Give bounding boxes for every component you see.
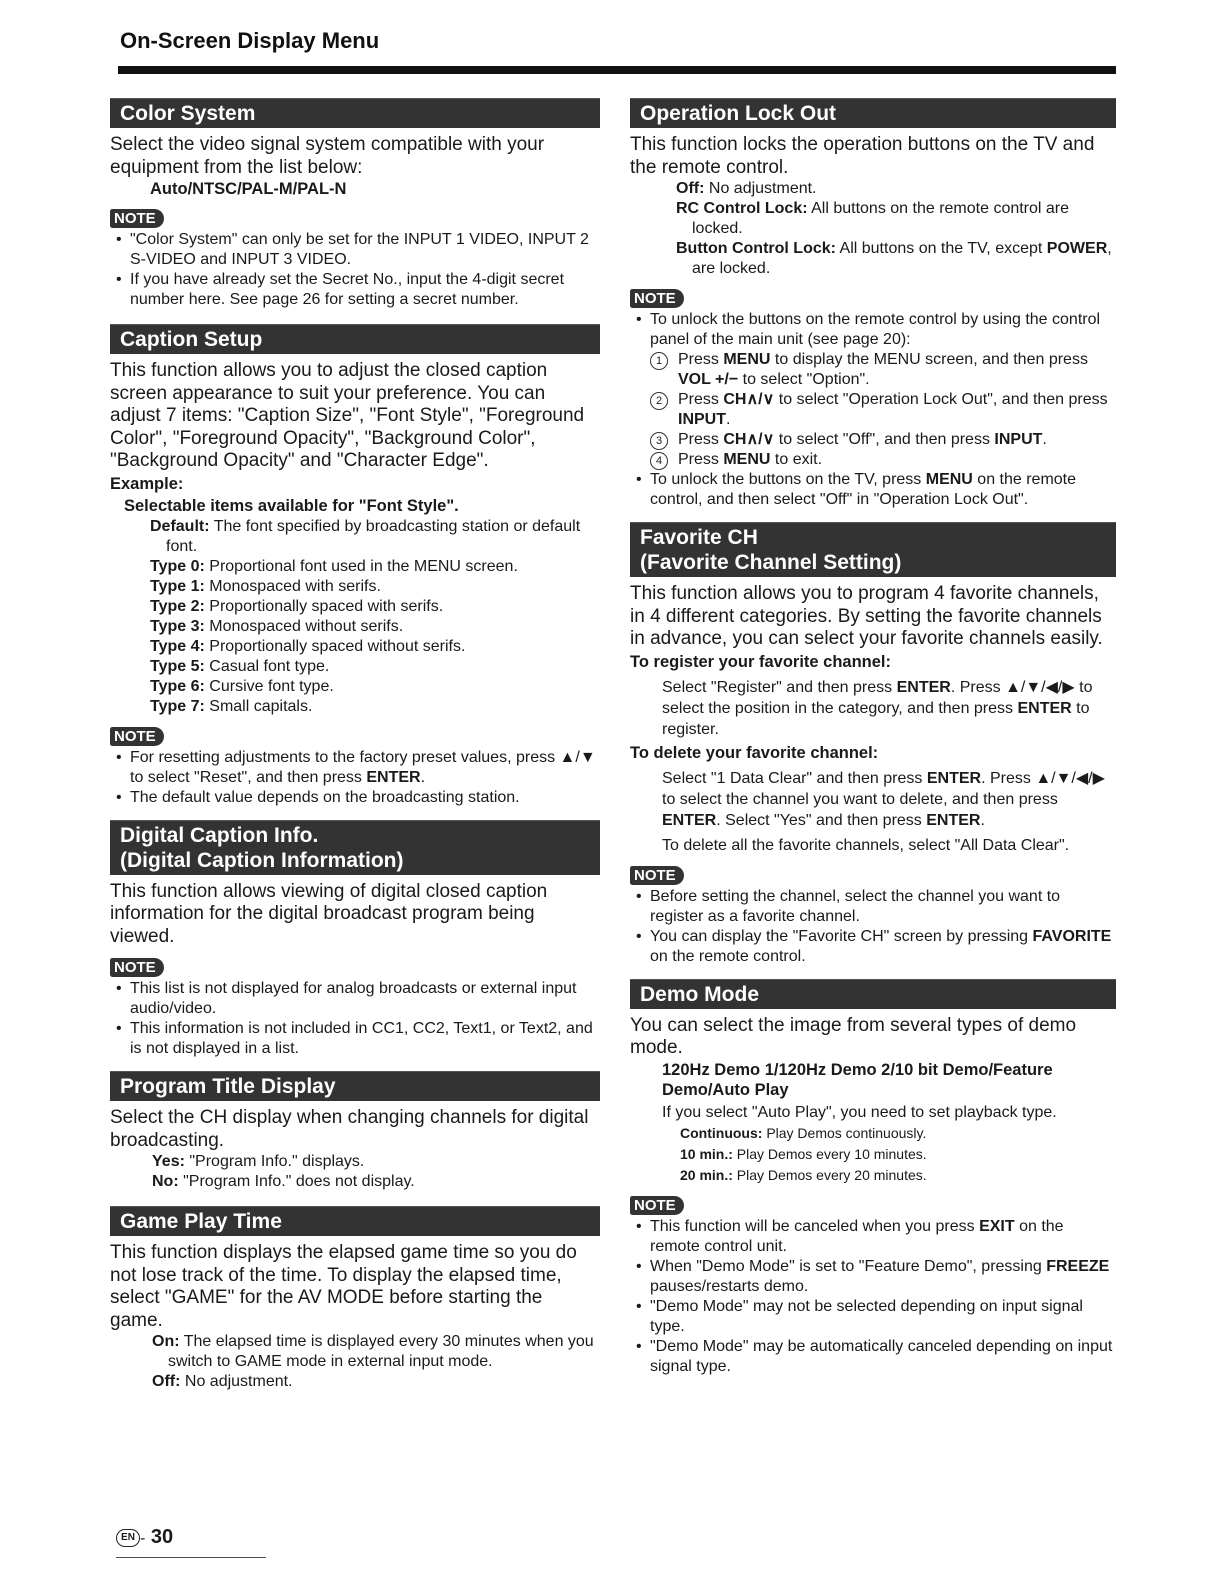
note-item: • "Demo Mode" may be automatically canceled depending on input signal type.: [630, 1337, 1116, 1377]
note-icon: NOTE: [630, 866, 684, 885]
note-item: • To unlock the buttons on the TV, press MENU on the remote control, and then select "Off" in "Operation Lock Out".: [630, 470, 1116, 510]
font-style-list: [140, 517, 600, 717]
option-item: RC Control Lock: All buttons on the remote control are locked.: [676, 200, 1070, 237]
note-icon: NOTE: [630, 289, 684, 308]
font-style-item: Type 4: Proportionally spaced without serifs.: [150, 637, 466, 655]
example-label: Example:: [110, 474, 184, 493]
right-column: [630, 90, 1116, 1377]
option-item: Off: No adjustment.: [676, 180, 817, 197]
note-item: • Before setting the channel, select the channel you want to register as a favorite channel.: [630, 887, 1116, 927]
caption-setup-notes: [110, 748, 600, 808]
section-header-operation-lock: Operation Lock Out: [630, 98, 1116, 128]
game-play-options: [142, 1332, 600, 1392]
left-column: [110, 90, 600, 1392]
delete-all-text: To delete all the favorite channels, select "All Data Clear".: [662, 836, 1070, 854]
game-play-lead: This function displays the elapsed game time so you do not lose track of the time. To display the elapsed time, select "GAME" for the AV MODE before starting the game.: [110, 1242, 577, 1331]
note-item: • "Demo Mode" may not be selected depending on input signal type.: [630, 1297, 1116, 1337]
font-style-item: Type 7: Small capitals.: [150, 697, 313, 715]
note-item: • When "Demo Mode" is set to "Feature Demo", pressing FREEZE pauses/restarts demo.: [630, 1257, 1116, 1297]
note-icon: NOTE: [110, 727, 164, 746]
section-header-demo-mode: Demo Mode: [630, 979, 1116, 1009]
note-icon: NOTE: [630, 1196, 684, 1215]
option-item: On: The elapsed time is displayed every 30 minutes when you switch to GAME mode in external input mode.: [152, 1333, 594, 1370]
note-item: • "Color System" can only be set for the INPUT 1 VIDEO, INPUT 2 S-VIDEO and INPUT 3 VIDEO.: [110, 230, 600, 270]
note-item: • You can display the "Favorite CH" screen by pressing FAVORITE on the remote control.: [630, 927, 1116, 967]
operation-lock-options: [666, 179, 1116, 279]
font-style-item: Default: The font specified by broadcasting station or default font.: [150, 517, 581, 555]
auto-play-types: [680, 1123, 1116, 1186]
section-header-program-title: Program Title Display: [110, 1071, 600, 1101]
caption-setup-lead: This function allows you to adjust the closed caption screen appearance to suit your preference. You can adjust 7 items: "Caption Size", "Font Style", "Foreground Color", "Foreground Opacity", "Background Color", "Background Opacity" and "Character Edge".: [110, 360, 585, 471]
section-header-favorite-ch: Favorite CH (Favorite Channel Setting): [630, 522, 1116, 577]
section-header-caption-setup: Caption Setup: [110, 324, 600, 354]
digital-caption-lead: This function allows viewing of digital closed caption information for the digital broadcast program being viewed.: [110, 880, 548, 947]
note-item: • The default value depends on the broadcasting station.: [110, 788, 600, 808]
digital-caption-notes: [110, 979, 600, 1059]
color-system-notes: [110, 230, 600, 310]
section-header-digital-caption: Digital Caption Info. (Digital Caption Information): [110, 820, 600, 875]
type-item: 10 min.: Play Demos every 10 minutes.: [680, 1145, 927, 1162]
program-title-lead: Select the CH display when changing channels for digital broadcasting.: [110, 1107, 589, 1151]
page-title: On-Screen Display Menu: [120, 28, 380, 53]
font-style-item: Type 3: Monospaced without serifs.: [150, 617, 404, 635]
font-style-item: Type 0: Proportional font used in the MENU screen.: [150, 557, 518, 575]
operation-lock-lead: This function locks the operation buttons on the TV and the remote control.: [630, 134, 1095, 178]
favorite-ch-lead: This function allows you to program 4 favorite channels, in 4 different categories. By setting the favorite channels in advance, you can select your favorite channels easily.: [630, 583, 1103, 649]
step-item: 4 Press MENU to exit.: [650, 450, 1116, 470]
register-text: Select "Register" and then press ENTER. Press ▲/▼/◀/▶ to select the position in the category, and then press ENTER to register.: [662, 678, 1093, 738]
option-item: Button Control Lock: All buttons on the TV, except POWER, are locked.: [676, 240, 1112, 277]
delete-text: Select "1 Data Clear" and then press ENTER. Press ▲/▼/◀/▶ to select the channel you want to delete, and then press ENTER. Select "Yes" and then press ENTER.: [662, 769, 1105, 829]
page-number: EN - 30: [116, 1526, 173, 1549]
section-header-color-system: Color System: [110, 98, 600, 128]
auto-play-text: If you select "Auto Play", you need to set playback type.: [662, 1103, 1057, 1121]
language-icon: EN: [116, 1529, 140, 1547]
section-header-game-play-time: Game Play Time: [110, 1206, 600, 1236]
option-item: No: "Program Info." does not display.: [152, 1173, 415, 1190]
color-system-options: Auto/NTSC/PAL-M/PAL-N: [150, 180, 347, 198]
operation-lock-notes: [630, 310, 1116, 350]
option-item: Yes: "Program Info." displays.: [152, 1153, 365, 1170]
color-system-lead: Select the video signal system compatible with your equipment from the list below:: [110, 134, 545, 178]
note-item: • This list is not displayed for analog broadcasts or external input audio/video.: [110, 979, 600, 1019]
font-style-item: Type 2: Proportionally spaced with serifs.: [150, 597, 444, 615]
demo-mode-notes: [630, 1217, 1116, 1377]
font-style-item: Type 6: Cursive font type.: [150, 677, 334, 695]
step-item: 1 Press MENU to display the MENU screen, and then press VOL +/− to select "Option".: [650, 350, 1116, 390]
register-heading: To register your favorite channel:: [630, 652, 892, 671]
option-item: Off: No adjustment.: [152, 1373, 293, 1390]
demo-mode-lead: You can select the image from several types of demo mode.: [630, 1014, 1077, 1058]
type-item: 20 min.: Play Demos every 20 minutes.: [680, 1166, 927, 1183]
note-icon: NOTE: [110, 209, 164, 228]
note-item: • This function will be canceled when you press EXIT on the remote control unit.: [630, 1217, 1116, 1257]
step-item: 3 Press CH∧/∨ to select "Off", and then press INPUT.: [650, 430, 1116, 450]
unlock-steps: [650, 350, 1116, 470]
note-item: • If you have already set the Secret No., input the 4-digit secret number here. See page 26 for setting a secret number.: [110, 270, 600, 310]
note-icon: NOTE: [110, 958, 164, 977]
type-item: Continuous: Play Demos continuously.: [680, 1124, 927, 1141]
delete-heading: To delete your favorite channel:: [630, 743, 879, 762]
note-item: • This information is not included in CC1, CC2, Text1, or Text2, and is not displayed in a list.: [110, 1019, 600, 1059]
note-item: • For resetting adjustments to the factory preset values, press ▲/▼ to select "Reset", and then press ENTER.: [110, 748, 600, 788]
note-item: • To unlock the buttons on the remote control by using the control panel of the main unit (see page 20):: [630, 310, 1116, 350]
operation-lock-notes-2: [630, 470, 1116, 510]
favorite-ch-notes: [630, 887, 1116, 967]
step-item: 2 Press CH∧/∨ to select "Operation Lock Out", and then press INPUT.: [650, 390, 1116, 430]
footer-rule: [116, 1557, 266, 1558]
font-style-heading: Selectable items available for "Font Style".: [124, 496, 459, 515]
title-rule: [118, 66, 1116, 74]
font-style-item: Type 1: Monospaced with serifs.: [150, 577, 381, 595]
demo-mode-options: 120Hz Demo 1/120Hz Demo 2/10 bit Demo/Feature Demo/Auto Play: [662, 1060, 1053, 1099]
program-title-options: [142, 1152, 600, 1192]
font-style-item: Type 5: Casual font type.: [150, 657, 330, 675]
